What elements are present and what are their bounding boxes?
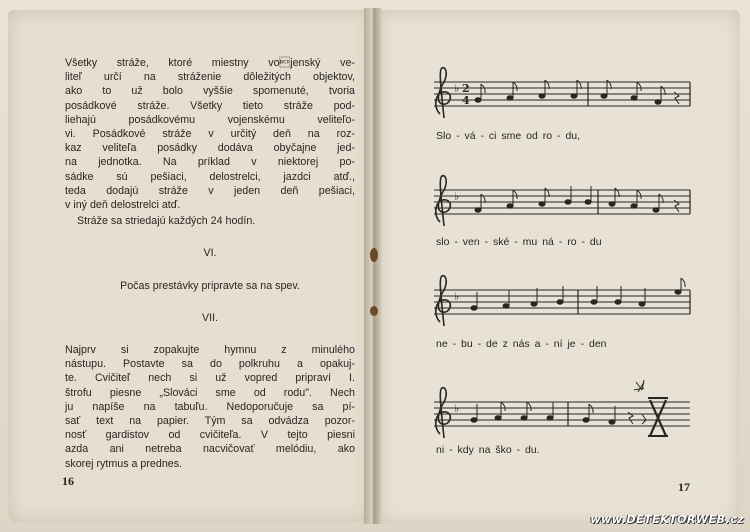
left-page-text <box>65 56 355 471</box>
text-line: v iný deň delostrelci atď. <box>65 199 181 212</box>
text-line: sať text na papier. Tým sa odvádza pozor- <box>65 415 355 428</box>
paragraph-song-instructions <box>65 343 355 471</box>
text-line: sádke sú pešiaci, delostrelci, jazdci atď., <box>65 170 355 183</box>
text-line: ju napíše na tabuľu. Nedoporučuje sa pí- <box>65 400 355 413</box>
text-line: kaz veliteľa posádky dodáva obyčajne jed- <box>65 142 355 155</box>
svg-text:♭: ♭ <box>454 290 460 303</box>
music-staff-1 <box>428 62 692 122</box>
text-line: azda ani netreba nacvičovať melódiu, ako <box>65 443 355 456</box>
lyric-line-3: ne - bu - de z nás a - ní je - den <box>436 338 607 350</box>
text-line: na jednotka. Na príklad v niektorej po- <box>65 156 355 169</box>
section-heading-vii: VII. <box>201 311 219 324</box>
text-line: posádkové stráže. Všetky tieto stráže pod- <box>65 99 355 112</box>
text-line: teda dodajú stráže v jeden deň pešiaci, <box>65 184 355 197</box>
svg-text:♭: ♭ <box>454 82 460 95</box>
music-staff-3 <box>428 270 692 330</box>
music-staff-4 <box>428 378 692 448</box>
svg-text:♭: ♭ <box>454 402 460 415</box>
text-line: te. Cvičiteľ nech si už vopred pripraví I. <box>65 372 355 385</box>
text-line: štrofu piesne „Slováci sme od rodu". Nech <box>65 386 355 399</box>
music-staff-2 <box>428 170 692 230</box>
svg-text:4: 4 <box>462 94 470 107</box>
staple-lower <box>370 306 378 316</box>
text-line: Najprv si zopakujte hymnu z minulého <box>65 344 355 357</box>
lyric-line-1: Slo - vá - ci sme od ro - du, <box>436 130 581 142</box>
watermark-text: www.DETEKTORWEB.cz <box>590 513 744 526</box>
text-line: nosť gardistov od cvičiteľa. V tejto piesni <box>65 429 355 442</box>
lyric-line-2: slo - ven - ské - mu ná - ro - du <box>436 236 602 248</box>
staple-upper <box>370 248 378 262</box>
book-gutter <box>364 8 382 524</box>
text-line: skorej rytmus a prednes. <box>65 457 183 470</box>
page-number-left: 16 <box>62 474 74 488</box>
svg-text:2: 2 <box>462 82 470 95</box>
svg-text:♭: ♭ <box>454 190 460 203</box>
paragraph-guards <box>65 56 355 212</box>
paragraph-rotation: Stráže sa striedajú každých 24 hodín. <box>77 215 256 228</box>
text-line: Všetky stráže, ktoré miestny vojenský ve- <box>65 57 355 69</box>
lyric-line-4: ni - kdy na ško - du. <box>436 444 540 456</box>
text-line: liehajú posádkovému vojenskému veliteľo- <box>65 113 355 126</box>
text-line: ako to už bolo vyššie spomenuté, tvoria <box>65 85 355 98</box>
text-line: vi. Posádkové stráže v určitý deň na roz- <box>65 128 355 141</box>
page-number-right: 17 <box>678 480 690 494</box>
paragraph-break: Počas prestávky pripravte sa na spev. <box>120 279 300 292</box>
section-heading-vi: VI. <box>203 247 217 260</box>
text-line: liteľ určí na stráženie dôležitých objektov, <box>65 71 355 84</box>
text-line: nástupu. Postavte sa do polkruhu a opakuj- <box>65 358 355 371</box>
